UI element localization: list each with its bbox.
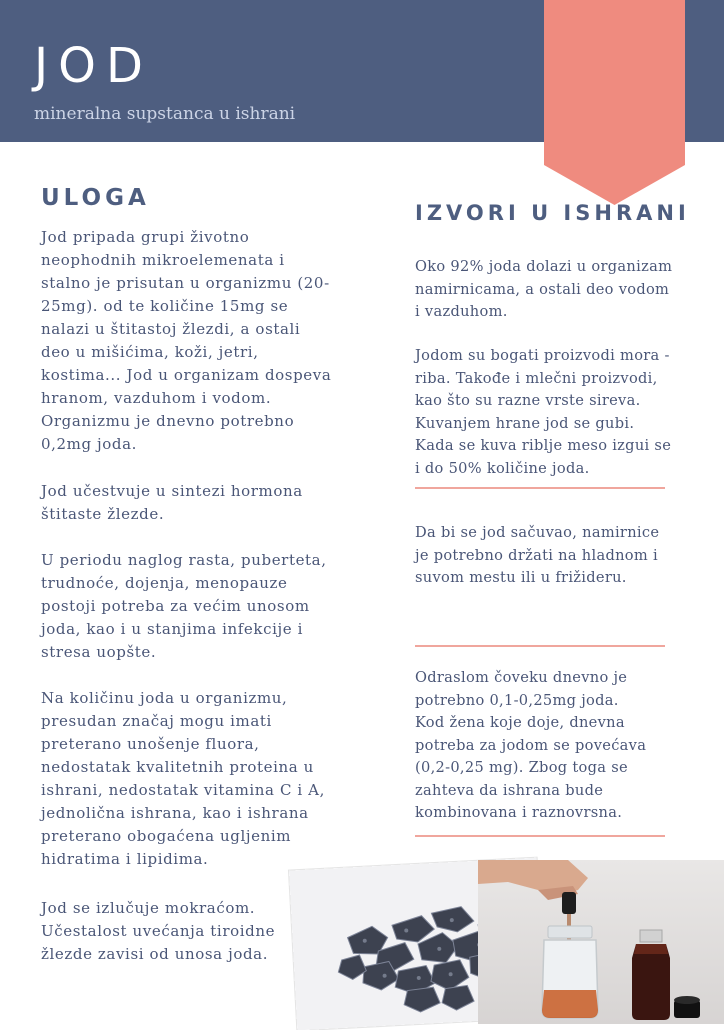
uloga-paragraph: U periodu naglog rasta, puberteta, trudnoće, dojenja, menopauze postoji potreba za većim unosom joda, kao i u stanjima infekcije i stresa uopšte.	[41, 551, 327, 661]
uloga-paragraph: Jod učestvuje u sintezi hormona štitaste žlezde.	[41, 482, 303, 523]
izvori-paragraph: Odraslom čoveku dnevno je potrebno 0,1-0,25mg joda. Kod žena koje doje, dnevna potreba za jodom se povećava (0,2-0,25 mg). Zbog toga se zahteva da ishrana bude kombinovana i raznovrsna.	[415, 669, 647, 821]
uloga-paragraph: Na količinu joda u organizmu, presudan značaj mogu imati preterano unošenje fluora, nedostatak kvalitetnih proteina u ishrani, nedostatak vitamina C i A, jednolična ishrana, kao i ishrana preterano obogaćena ugljenim hidratima i lipidima.	[41, 689, 325, 868]
section-divider	[415, 835, 665, 837]
section-divider	[415, 645, 665, 647]
izvori-paragraph: Da bi se jod sačuvao, namirnice je potrebno držati na hladnom i suvom mestu ili u frižideru.	[415, 524, 660, 586]
uloga-paragraph: Jod pripada grupi životno neophodnih mikroelemenata i stalno je prisutan u organizmu (20- 25mg). od te količine 15mg se nalazi u štitastoj žlezdi, a ostali deo u mišićima, koži, jetri, kostima... Jod u organizam dospeva hranom, vazduhom i vodom. Organizmu je dnevno potrebno 0,2mg joda.	[41, 228, 332, 453]
page-title: JOD	[34, 38, 153, 94]
section-heading-izvori: IZVORI U ISHRANI	[415, 201, 690, 225]
izvori-paragraph: Oko 92% joda dolazi u organizam namirnicama, a ostali deo vodom i vazduhom.	[415, 258, 673, 320]
page-subtitle: mineralna supstanca u ishrani	[34, 104, 296, 124]
bookmark-ribbon	[544, 0, 685, 205]
section-divider	[415, 487, 665, 489]
section-heading-uloga: ULOGA	[41, 185, 150, 211]
iodine-bottles-photo	[478, 860, 724, 1024]
uloga-paragraph: Jod se izlučuje mokraćom. Učestalost uvećanja tiroidne žlezde zavisi od unosa joda.	[41, 899, 276, 963]
izvori-paragraph: Jodom su bogati proizvodi mora - riba. Takođe i mlečni proizvodi, kao što su razne vrste sireva. Kuvanjem hrane jod se gubi. Kada se kuva riblje meso izgui se i do 50% količine joda.	[415, 347, 672, 477]
